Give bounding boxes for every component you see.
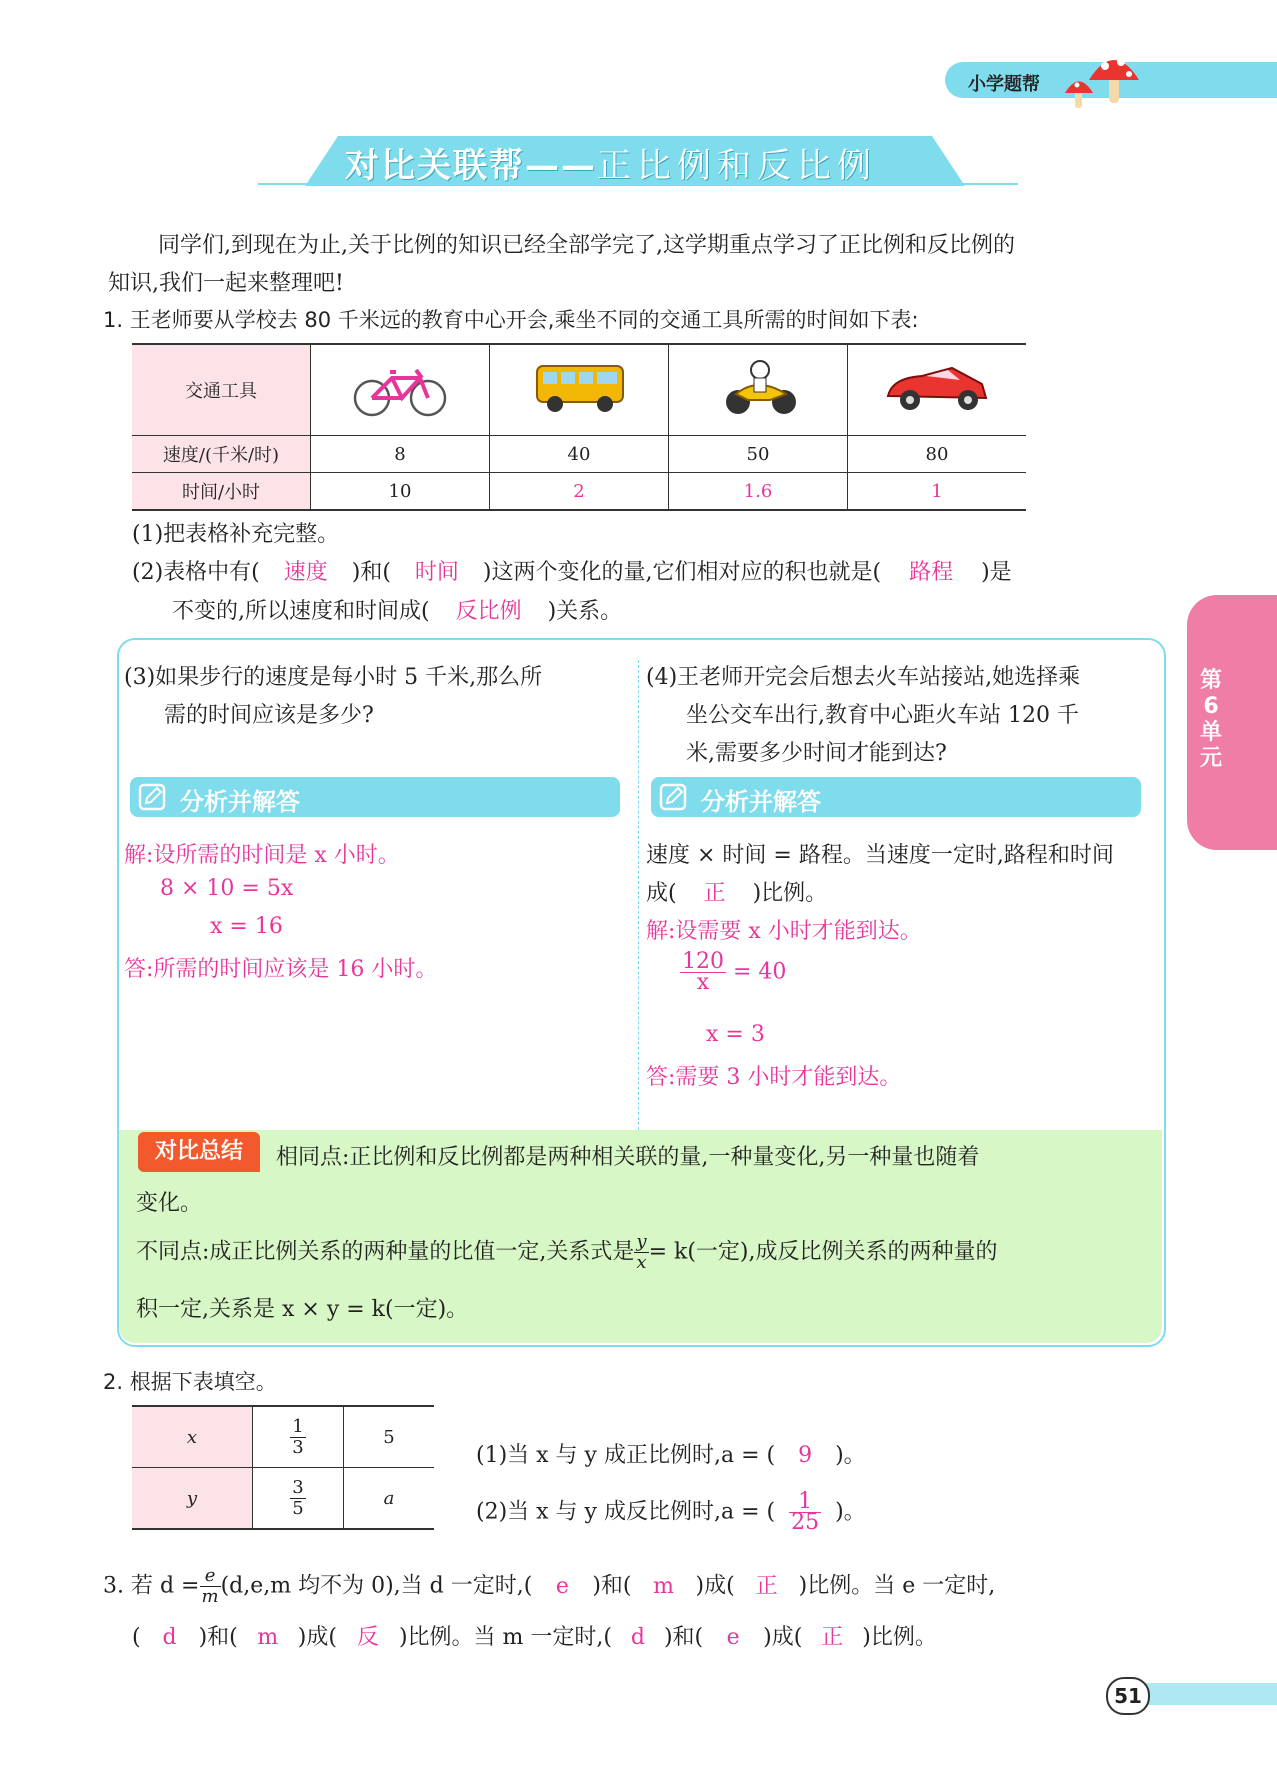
- table-cell: $\frac{1}{3}$: [253, 1406, 344, 1468]
- table-row: [132, 344, 1026, 436]
- q1-part1: (1)把表格补充完整。: [132, 522, 340, 547]
- sol3-answer: 答:所需的时间应该是 16 小时。: [124, 957, 438, 982]
- sol4-line5: x = 3: [706, 1022, 765, 1047]
- page-subtitle: 正比例和反比例: [597, 146, 877, 186]
- answer-blank: 反: [356, 1625, 379, 1650]
- summary-line3: 不同点:成正比例关系的两种量的比值一定,关系式是 $\frac{y}{x}$ = k(一定),成反比例关系的两种量的: [136, 1231, 998, 1273]
- frac-denominator: x: [696, 970, 710, 995]
- header-x: x: [132, 1406, 253, 1468]
- q1-part2-line2: 不变的,所以速度和时间成( 反比例 )关系。: [172, 594, 622, 625]
- header-y: y: [132, 1468, 253, 1530]
- table-row: [132, 1406, 434, 1468]
- q1-part4-line2: 坐公交车出行,教育中心距火车站 120 千: [686, 703, 1079, 728]
- car-icon: [848, 344, 1027, 436]
- table-row: [132, 436, 1026, 473]
- time-cell-answer: 2: [490, 473, 669, 511]
- table-row: [132, 473, 1026, 511]
- sol3-line3: x = 16: [210, 914, 283, 939]
- sol4-line2: 成( 正 )比例。: [646, 876, 827, 907]
- q1-part3-line2: 需的时间应该是多少?: [164, 703, 374, 728]
- sol4-equation: $\frac{120}{x}$ = 40: [682, 949, 787, 995]
- summary-line4: 积一定,关系是 x × y = k(一定)。: [136, 1297, 469, 1322]
- intro-line-1: 同学们,到现在为止,关于比例的知识已经全部学完了,这学期重点学习了正比例和反比例的: [158, 233, 1015, 258]
- answer-blank: 反比例: [455, 599, 522, 624]
- answer-blank: m: [653, 1573, 674, 1599]
- answer-blank: 时间: [414, 560, 459, 585]
- q2-part2: (2)当 x 与 y 成反比例时,a = ( $\frac{1}{25}$ )。: [476, 1489, 866, 1535]
- bus-icon: [490, 344, 669, 436]
- sol4-answer: 答:需要 3 小时才能到达。: [646, 1065, 902, 1090]
- q1-part4-line1: (4)王老师开完会后想去火车站接站,她选择乘: [646, 665, 1081, 690]
- mushroom-icon: [1065, 48, 1145, 113]
- frac-numerator: 120: [682, 949, 724, 974]
- table-cell: $\frac{3}{5}$: [253, 1468, 344, 1530]
- header-speed: 速度/(千米/时): [132, 436, 311, 473]
- summary-tag: 对比总结: [138, 1132, 260, 1172]
- table-cell: 5: [344, 1406, 435, 1468]
- answer-blank: 正: [821, 1625, 844, 1650]
- header-tool: 交通工具: [132, 344, 311, 436]
- sol4-line1: 速度 × 时间 = 路程。当速度一定时,路程和时间: [646, 843, 1114, 868]
- speed-cell: 50: [669, 436, 848, 473]
- transport-table: [132, 343, 1026, 511]
- time-cell-answer: 1: [848, 473, 1027, 511]
- intro-line-2: 知识,我们一起来整理吧!: [108, 271, 344, 296]
- summary-line1: 相同点:正比例和反比例都是两种相关联的量,一种量变化,另一种量也随着: [276, 1145, 980, 1170]
- answer-blank: 速度: [283, 560, 328, 585]
- speed-cell: 40: [490, 436, 669, 473]
- sol3-line2: 8 × 10 = 5x: [160, 876, 294, 901]
- unit-label: 第6单元: [1199, 668, 1222, 771]
- summary-line2: 变化。: [136, 1191, 203, 1216]
- time-cell: 10: [311, 473, 490, 511]
- pencil-icon: [659, 783, 687, 817]
- page-number: 51: [1106, 1677, 1150, 1715]
- q3-line2: ( d )和( m )成( 反 )比例。当 m 一定时,( d )和( e )成( 正 )比例。: [132, 1620, 937, 1651]
- answer-blank: d: [630, 1625, 645, 1650]
- answer-blank: m: [257, 1625, 279, 1650]
- speed-cell: 80: [848, 436, 1027, 473]
- brand-label: 小学题帮: [968, 74, 1040, 95]
- table-row: [132, 1468, 434, 1530]
- q1-part3-line1: (3)如果步行的速度是每小时 5 千米,那么所: [124, 665, 543, 690]
- q2-part1: (1)当 x 与 y 成正比例时,a = ( 9 )。: [476, 1443, 866, 1468]
- xy-table: [132, 1405, 434, 1530]
- analyze-label-right: 分析并解答: [701, 788, 821, 816]
- speed-cell: 8: [311, 436, 490, 473]
- answer-blank: e: [726, 1625, 740, 1650]
- motorcycle-icon: [669, 344, 848, 436]
- table-cell: a: [344, 1468, 435, 1530]
- pencil-icon: [138, 783, 166, 817]
- answer-blank: 正: [755, 1573, 778, 1599]
- q3-line1: 3. 若 d = $\frac{e}{m}$ (d,e,m 均不为 0),当 d 一定时,( e )和( m )成( 正 )比例。当 e 一定时,: [103, 1565, 996, 1607]
- page-title: 对比关联帮——正比例和反比例: [345, 146, 877, 186]
- answer-blank: d: [162, 1625, 177, 1650]
- sol3-line1: 解:设所需的时间是 x 小时。: [124, 843, 400, 868]
- header-time: 时间/小时: [132, 473, 311, 511]
- q1-stem: 1. 王老师要从学校去 80 千米远的教育中心开会,乘坐不同的交通工具所需的时间如下表:: [103, 308, 919, 332]
- box-divider: [638, 660, 639, 1130]
- q1-part4-line3: 米,需要多少时间才能到达?: [686, 741, 947, 766]
- q1-part2-line1: (2)表格中有( 速度 )和( 时间 )这两个变化的量,它们相对应的积也就是( 路程 )是: [132, 555, 1012, 586]
- sol4-line3: 解:设需要 x 小时才能到达。: [646, 919, 922, 944]
- answer-blank: 路程: [909, 560, 954, 585]
- answer-blank: 正: [703, 881, 726, 906]
- analyze-label-left: 分析并解答: [180, 788, 300, 816]
- answer-blank: e: [555, 1573, 569, 1599]
- answer-blank: 9: [798, 1443, 813, 1468]
- time-cell-answer: 1.6: [669, 473, 848, 511]
- q2-stem: 2. 根据下表填空。: [103, 1370, 277, 1394]
- bicycle-icon: [311, 344, 490, 436]
